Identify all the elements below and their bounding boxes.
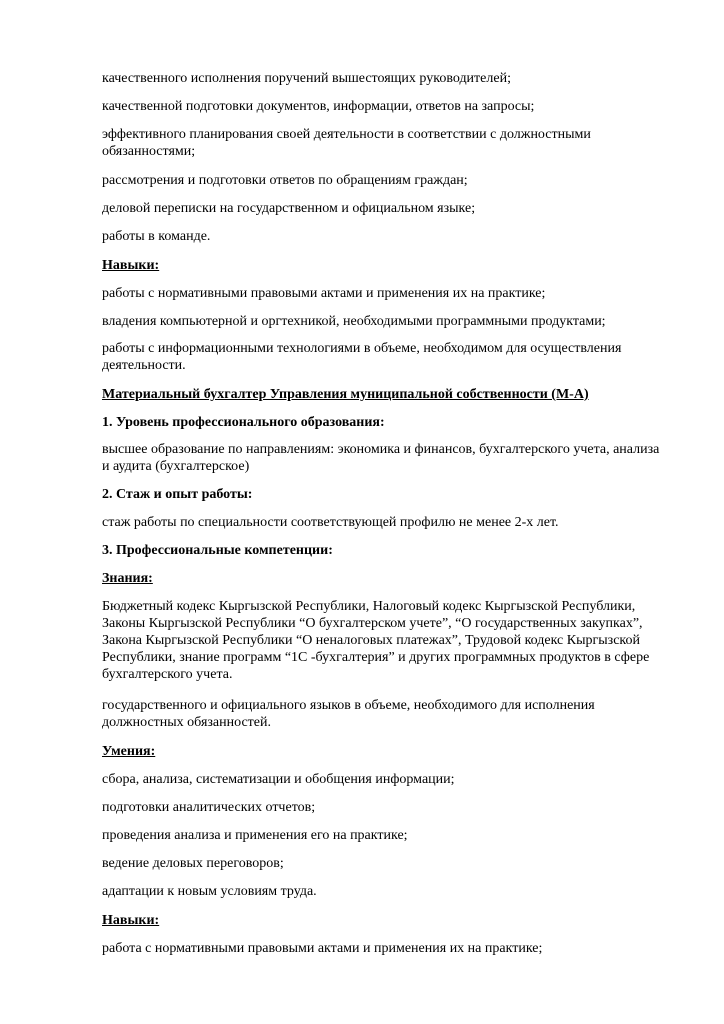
- section-heading: Навыки:: [102, 258, 160, 273]
- position-title: Материальный бухгалтер Управления муниципальной собственности (М-А): [102, 387, 589, 402]
- paragraph: адаптации к новым условиям труда.: [102, 884, 317, 899]
- paragraph: подготовки аналитических отчетов;: [102, 800, 316, 815]
- section-heading: 2. Стаж и опыт работы:: [102, 487, 253, 502]
- paragraph: ведение деловых переговоров;: [102, 856, 284, 871]
- section-heading: 1. Уровень профессионального образования:: [102, 415, 385, 430]
- paragraph: работы в команде.: [102, 229, 211, 244]
- paragraph: качественной подготовки документов, информации, ответов на запросы;: [102, 99, 535, 114]
- paragraph: сбора, анализа, систематизации и обобщения информации;: [102, 772, 455, 787]
- section-heading: Умения:: [102, 744, 156, 759]
- section-heading: Навыки:: [102, 913, 160, 928]
- paragraph: работа с нормативными правовыми актами и применения их на практике;: [102, 941, 543, 956]
- section-heading: 3. Профессиональные компетенции:: [102, 543, 333, 558]
- paragraph: государственного и официального языков в объеме, необходимого для исполнения должностных обязанностей.: [102, 698, 595, 730]
- paragraph: рассмотрения и подготовки ответов по обращениям граждан;: [102, 173, 468, 188]
- paragraph: работы с информационными технологиями в объеме, необходимом для осуществления деятельности.: [102, 341, 622, 373]
- paragraph: проведения анализа и применения его на практике;: [102, 828, 408, 843]
- paragraph: эффективного планирования своей деятельности в соответствии с должностными обязанностями;: [102, 127, 591, 159]
- paragraph: деловой переписки на государственном и официальном языке;: [102, 201, 476, 216]
- paragraph: высшее образование по направлениям: экономика и финансов, бухгалтерского учета, анализа и аудита (бухгалтерское): [102, 442, 660, 474]
- paragraph: качественного исполнения поручений вышестоящих руководителей;: [102, 71, 511, 86]
- paragraph: стаж работы по специальности соответствующей профилю не менее 2-х лет.: [102, 515, 559, 530]
- section-heading: Знания:: [102, 571, 153, 586]
- paragraph: работы с нормативными правовыми актами и применения их на практике;: [102, 286, 546, 301]
- paragraph: владения компьютерной и оргтехникой, необходимыми программными продуктами;: [102, 314, 606, 329]
- paragraph: Бюджетный кодекс Кыргызской Республики, Налоговый кодекс Кыргызской Республики, Законы Кыргызской Республики “О бухгалтерском учете”, “О государственных закупках”, Закона Кыргызской Республики “О неналоговых платежах”, Трудовой кодекс Кыргызской Республики, знание программ “1С -бухгалтерия” и других программных продуктов в сфере бухгалтерского учета.: [102, 599, 650, 682]
